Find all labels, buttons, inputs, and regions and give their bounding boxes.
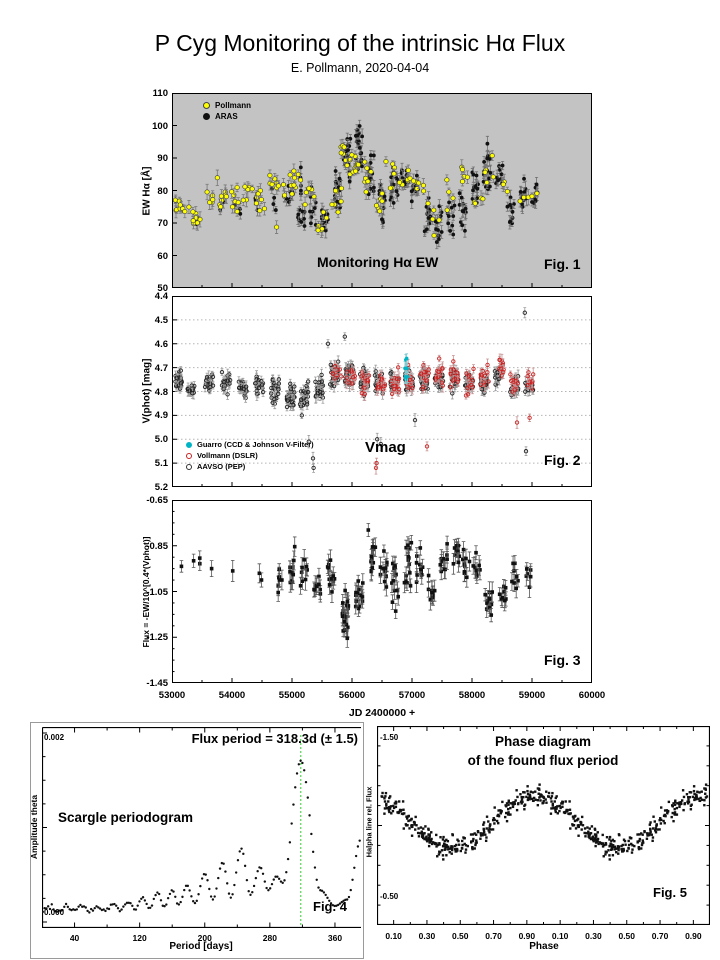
fig2-ytick-label: 4.6 — [154, 338, 168, 350]
fig4-x-axis-label: Period [days] — [169, 941, 233, 952]
fig3-y-axis-label: Flux = -EW/10^[0.4*(Vphot)] — [141, 536, 151, 648]
fig5-label: Fig. 5 — [653, 885, 687, 900]
aras-marker-icon — [203, 113, 210, 120]
fig5-xtick-label: 0.30 — [418, 931, 436, 941]
fig5-title-line1: Phase diagram — [494, 734, 592, 749]
fig2-ytick-label: 5.2 — [154, 482, 168, 493]
fig1-legend — [203, 100, 251, 122]
fig2-legend-label: Vollmann (DSLR) — [197, 451, 258, 460]
fig1-label: Fig. 1 — [544, 256, 581, 272]
fig4-scargle-note: Scargle periodogram — [58, 810, 194, 825]
fig5-xtick-label: 0.70 — [651, 931, 669, 941]
fig1-legend-label: Pollmann — [215, 101, 252, 110]
fig5-title — [393, 732, 693, 770]
fig1-ytick-label: 110 — [152, 88, 168, 99]
fig1-ytick-label: 60 — [157, 250, 168, 262]
fig3-ytick-label: -0.65 — [146, 495, 168, 506]
fig2-legend — [186, 439, 314, 472]
pollmann-marker-icon — [203, 102, 210, 109]
fig4-xtick-label: 200 — [197, 933, 212, 943]
page-title: P Cyg Monitoring of the intrinsic Hα Flux — [154, 30, 566, 56]
fig2-ytick-label: 4.9 — [154, 410, 168, 422]
fig4-label: Fig. 4 — [313, 899, 347, 914]
aavso-marker-icon — [186, 464, 192, 470]
fig5-xtick-label: 0.50 — [618, 931, 636, 941]
fig2-legend-label: Guarro (CCD & Johnson V-Filter) — [197, 440, 314, 449]
fig5-y-axis-label: Halpha line rel. Flux — [364, 786, 374, 858]
fig5-ytick-bottom: -0.50 — [380, 892, 399, 901]
fig3-xtick-label: 60000 — [578, 690, 606, 701]
fig1-y-axis-label: EW Hα [Å] — [141, 166, 153, 216]
fig1-ytick-label: 80 — [157, 185, 168, 197]
fig2-ytick-label: 4.8 — [154, 386, 168, 398]
fig5-title-line2: of the found flux period — [467, 753, 619, 768]
fig4-xtick-label: 360 — [327, 933, 343, 943]
fig4-ytick-top: 0.002 — [44, 733, 65, 742]
fig3-xtick-label: 58000 — [458, 690, 486, 701]
fig5-xtick-label: 0.90 — [518, 931, 536, 941]
fig2-legend-item-vollmann — [186, 450, 314, 461]
fig5-ytick-top: -1.50 — [380, 733, 399, 742]
fig2-ytick-label: 4.4 — [154, 291, 168, 302]
fig2-label: Fig. 2 — [544, 452, 581, 468]
fig5-xtick-label: 0.50 — [451, 931, 469, 941]
page-subtitle: E. Pollmann, 2020-04-04 — [290, 61, 430, 75]
fig4-ytick-bottom: 0.000 — [44, 908, 65, 917]
fig2-y-axis-label: V(phot) [mag] — [141, 358, 153, 424]
fig3-ytick-label: -1.45 — [146, 678, 168, 689]
fig2-ytick-label: 4.7 — [154, 362, 168, 374]
fig5-xtick-label: 0.10 — [551, 931, 569, 941]
fig4-flux-period-annotation: Flux period = 318.3d (± 1.5) — [191, 731, 358, 746]
fig3-ytick-label: -1.05 — [146, 586, 168, 598]
fig1-ytick-label: 50 — [157, 283, 168, 294]
fig4-xtick-label: 40 — [69, 933, 80, 943]
fig4-plot-area — [42, 727, 361, 928]
fig3-xtick-label: 57000 — [398, 690, 426, 701]
guarro-marker-icon — [186, 442, 192, 448]
fig3-xtick-label: 53000 — [158, 690, 186, 701]
fig3-x-axis-label: JD 2400000 + — [348, 707, 416, 719]
fig4-y-axis-label: Amplitude theta — [29, 794, 39, 860]
fig1-legend-label: ARAS — [215, 112, 238, 121]
fig3-ytick-label: -1.25 — [146, 632, 168, 644]
fig1-ytick-label: 70 — [157, 218, 168, 229]
fig3-xtick-label: 55000 — [278, 690, 306, 701]
vollmann-marker-icon — [186, 453, 192, 459]
fig4-xtick-label: 280 — [262, 933, 277, 943]
fig1-legend-item-aras — [203, 111, 251, 122]
fig1-caption: Monitoring Hα EW — [317, 254, 439, 270]
fig5-xtick-label: 0.70 — [485, 931, 502, 941]
fig2-caption: Vmag — [365, 439, 406, 456]
fig5-x-axis-label: Phase — [529, 941, 559, 952]
fig2-legend-item-aavso — [186, 461, 314, 472]
fig2-legend-item-guarro — [186, 439, 314, 450]
fig3-xtick-label: 59000 — [518, 690, 546, 701]
fig1-ytick-label: 100 — [152, 120, 168, 132]
fig3-ytick-label: -0.85 — [146, 540, 168, 552]
fig5-xtick-label: 0.10 — [385, 931, 402, 941]
fig3-label: Fig. 3 — [544, 652, 581, 668]
fig1-legend-item-pollmann — [203, 100, 251, 111]
fig2-ytick-label: 5.0 — [154, 434, 168, 446]
fig2-ytick-label: 4.5 — [154, 314, 168, 326]
fig1-ytick-label: 90 — [157, 153, 168, 164]
fig3-xtick-label: 54000 — [218, 690, 246, 701]
fig4-xtick-label: 120 — [132, 933, 147, 943]
fig3-xtick-label: 56000 — [338, 690, 366, 701]
fig2-ytick-label: 5.1 — [154, 458, 168, 470]
fig5-xtick-label: 0.30 — [585, 931, 602, 941]
fig5-xtick-label: 0.90 — [685, 931, 702, 941]
fig2-legend-label: AAVSO (PEP) — [197, 462, 246, 471]
fig3-plot-area — [172, 500, 592, 683]
